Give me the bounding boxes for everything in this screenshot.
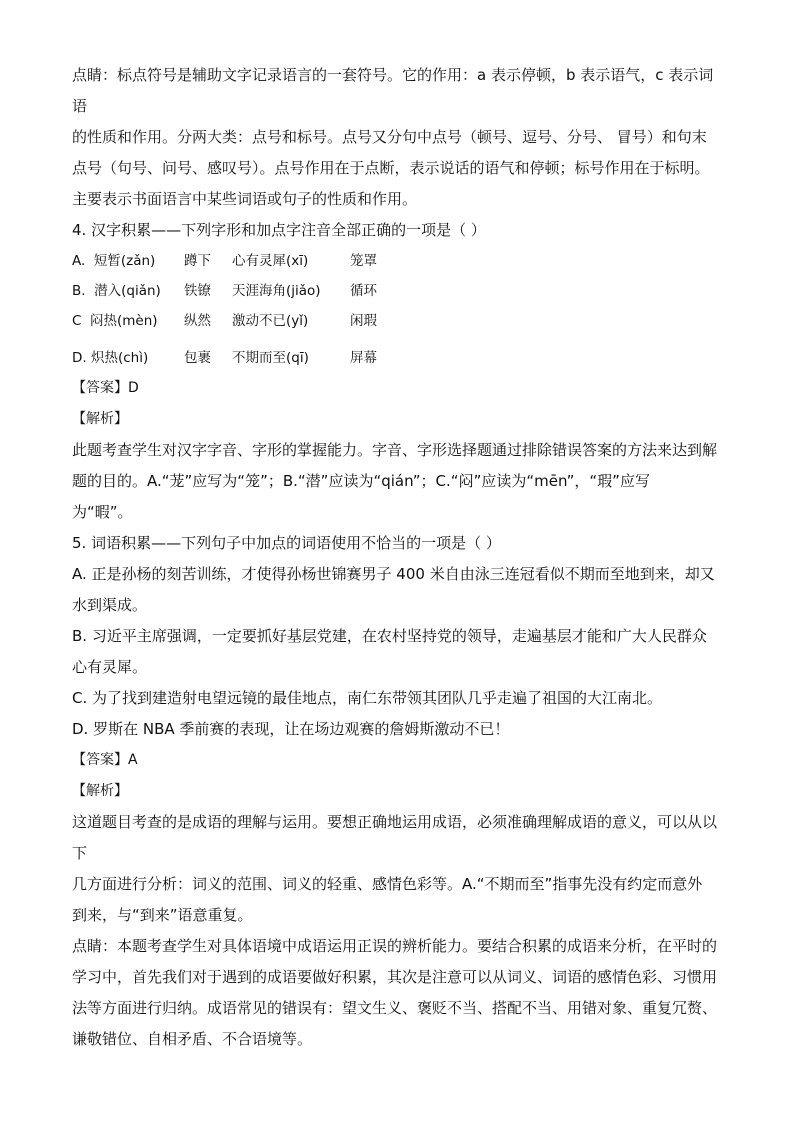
analysis-label: 【解析】	[72, 411, 128, 427]
option-line: D. 罗斯在 NBA 季前赛的表现，让在场边观赛的詹姆斯激动不已！	[72, 720, 510, 738]
text-line: 点睛：本题考查学生对具体语境中成语运用正误的辨析能力。要结合积累的成语来分析，在平时的	[72, 937, 718, 955]
text-line: 几方面进行分析：词义的范围、词义的轻重、感情色彩等。A.“不期而至”指事先没有约定而意外	[72, 875, 703, 893]
note-punctuation	[72, 60, 722, 215]
text-line: 谦敬错位、自相矛盾、不合语境等。	[72, 1030, 313, 1048]
analysis-label: 【解析】	[72, 783, 128, 799]
option-word: 激动不已(yǐ)	[232, 313, 309, 329]
option-word: 闲瑕	[350, 313, 377, 329]
option-a	[72, 246, 722, 276]
answer-label: 【答案】D	[72, 380, 139, 396]
option-line: B. 习近平主席强调，一定要抓好基层党建，在农村坚持党的领导，走遍基层才能和广大人民群众	[72, 627, 707, 645]
answer-label: 【答案】A	[72, 752, 138, 768]
option-word: 铁镣	[184, 283, 211, 299]
option-c	[72, 306, 722, 336]
option-line: C. 为了找到建造射电望远镜的最佳地点，南仁东带领其团队几乎走遍了祖国的大江南北。	[72, 689, 663, 707]
option-label: B. 潜入(qiǎn)	[72, 283, 161, 299]
question-stem: 4. 汉字积累——下列字形和加点字注音全部正确的一项是（ ）	[72, 221, 486, 239]
option-label: C 闷热(mèn)	[72, 313, 158, 329]
text-line: 点号（句号、问号、感叹号）。点号作用在于点断，表示说话的语气和停顿；标号作用在于标明。	[72, 159, 710, 177]
option-word: 不期而至(qī)	[232, 350, 309, 366]
option-line: 水到渠成。	[72, 596, 148, 614]
option-b	[72, 276, 722, 306]
text-line: 法等方面进行归纳。成语常见的错误有：望文生义、褒贬不当、搭配不当、用错对象、重复冗赘、	[72, 999, 718, 1017]
text-line: 题的目的。A.“茏”应写为“笼”；B.“潜”应读为“qián”；C.“闷”应读为“mēn”，“瑕”应写	[72, 472, 650, 490]
option-list	[72, 246, 722, 373]
option-word: 天涯海角(jiǎo)	[232, 283, 321, 299]
option-word: 纵然	[184, 313, 211, 329]
option-label: D. 炽热(chì)	[72, 350, 149, 366]
question-4	[72, 215, 722, 528]
text-line: 的性质和作用。分两大类：点号和标号。点号又分句中点号（顿号、逗号、分号、 冒号）和句末	[72, 128, 707, 146]
text-line: 主要表示书面语言中某些词语或句子的性质和作用。	[72, 190, 418, 208]
text-line: 点睛：标点符号是辅助文字记录语言的一套符号。它的作用：a 表示停顿，b 表示语气，c 表示词语	[72, 66, 714, 115]
option-line: 心有灵犀。	[72, 658, 148, 676]
option-d	[72, 343, 722, 373]
option-word: 屏幕	[350, 350, 377, 366]
text-line: 学习中，首先我们对于遇到的成语要做好积累，其次是注意可以从词义、词语的感情色彩、习惯用	[72, 968, 718, 986]
text-line: 这道题目考查的是成语的理解与运用。要想正确地运用成语，必须准确理解成语的意义，可以从以下	[72, 813, 718, 862]
option-line: A. 正是孙杨的刻苦训练，才使得孙杨世锦赛男子 400 米自由泳三连冠看似不期而至地到来，却又	[72, 565, 715, 583]
text-line: 此题考查学生对汉字字音、字形的掌握能力。字音、字形选择题通过排除错误答案的方法来达到解	[72, 441, 718, 459]
option-label: A. 短暂(zǎn)	[72, 253, 156, 269]
option-word: 循环	[350, 283, 377, 299]
option-word: 心有灵犀(xī)	[232, 253, 309, 269]
question-5	[72, 528, 722, 1055]
text-line: 为“暇”。	[72, 503, 133, 521]
question-stem: 5. 词语积累——下列句子中加点的词语使用不恰当的一项是（ ）	[72, 534, 501, 552]
document-page	[72, 60, 722, 1055]
option-word: 包裹	[184, 350, 211, 366]
option-word: 笼罩	[350, 253, 377, 269]
text-line: 到来，与“到来”语意重复。	[72, 906, 253, 924]
option-word: 蹲下	[184, 253, 211, 269]
